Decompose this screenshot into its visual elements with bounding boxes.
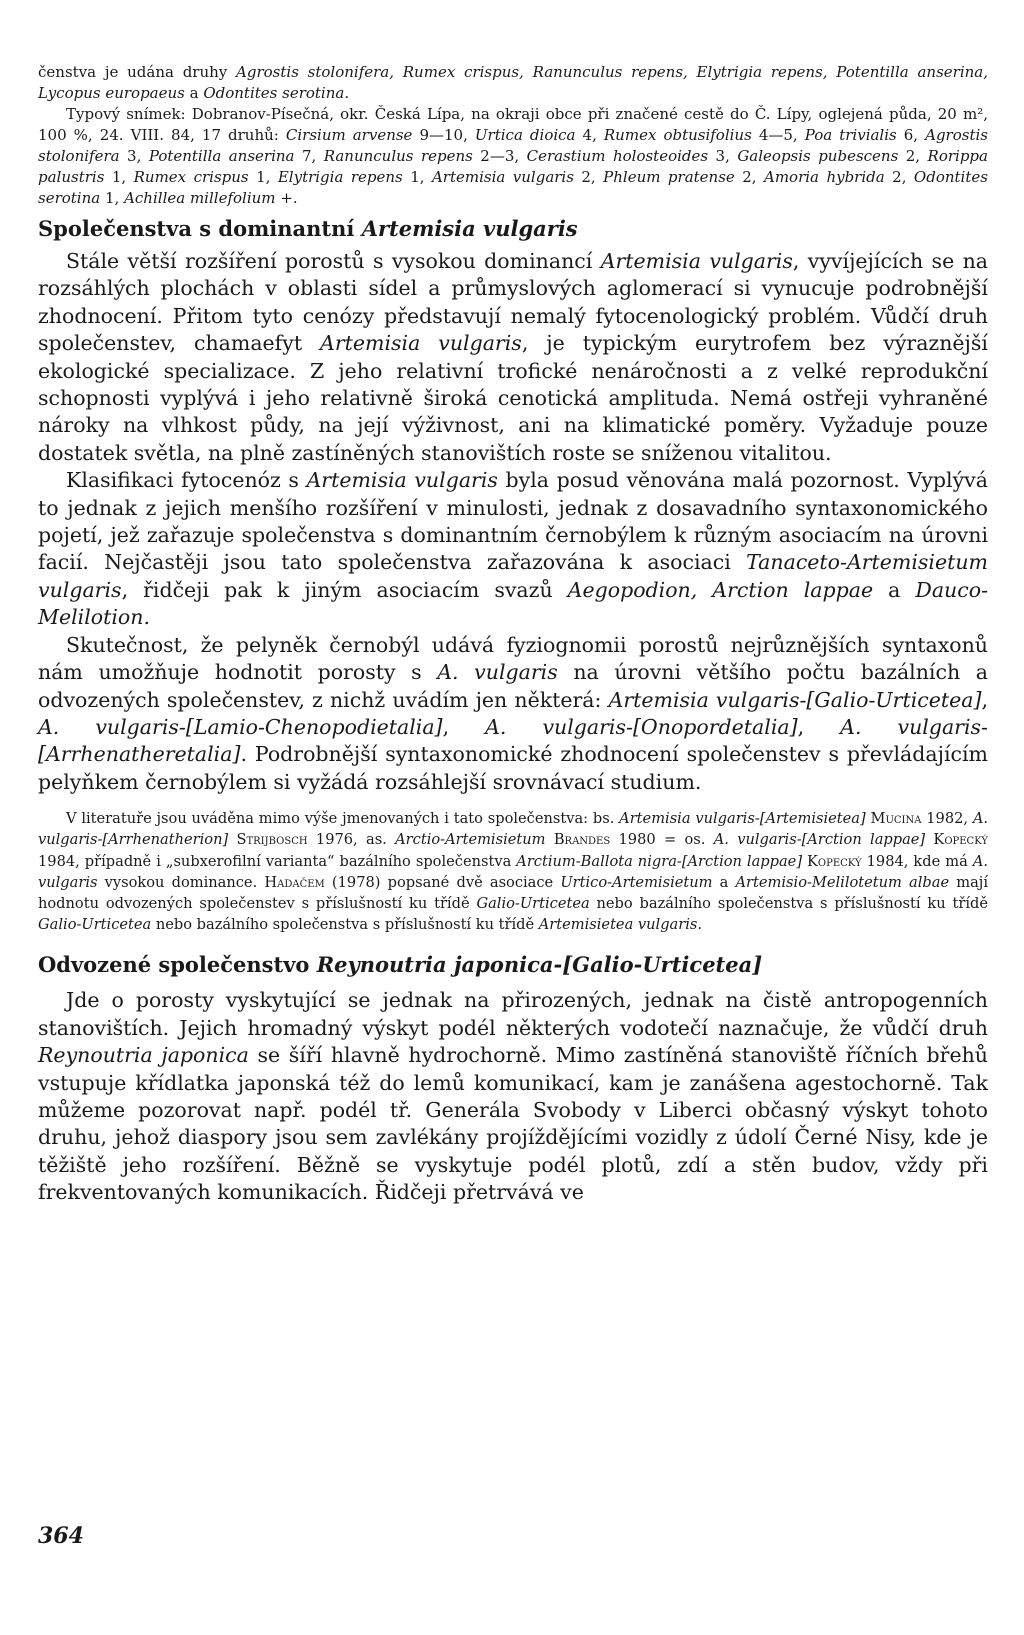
page-content [38, 62, 988, 1207]
intro-paragraph: čenstva je udána druhy Agrostis stolonifera, Rumex crispus, Ranunculus repens, Elytrigia repens, Potentilla anserina, Lycopus europaeus a Odontites serotina. [38, 63, 988, 102]
paragraph-artemisia-intro: Stále větší rozšíření porostů s vysokou dominancí Artemisia vulgaris, vyvíjejících se na rozsáhlých plochách v oblasti sídel a průmyslových aglomerací si vynucuje podrobnější zhodnocení. Přitom tyto cenózy představují nemalý fytocenologický problém. Vůdčí druh společenstev, chamaefyt Artemisia vulgaris, je typickým eurytrofem bez výraznější ekologické specializace. Z jeho relativní trofické nenáročnosti a z velké reprodukční schopnosti vyplývá i jeho relativně široká cenotická amplituda. Nemá ostřeji vyhraněné nároky na vlhkost půdy, na její výživnost, ani na klimatické poměry. Vyžaduje pouze dostatek světla, na plně zastíněných stanovištích roste se sníženou vitalitou. [38, 249, 988, 465]
paragraph-classification: Klasifikaci fytocenóz s Artemisia vulgaris byla posud věnována malá pozornost. Vyplývá to jednak z jejich menšího rozšíření v minulosti, jednak z dosavadního syntaxonomického pojetí, jež zařazuje společenstva s dominantním černobýlem k různým asociacím na úrovni facií. Nejčastěji jsou tato společenstva zařazována k asociaci Tanaceto-Artemisietum vulgaris, řidčeji pak k jiným asociacím svazů Aegopodion, Arction lappae a Dauco-Melilotion. [38, 468, 989, 630]
typical-releve-paragraph: Typový snímek: Dobranov-Písečná, okr. Česká Lípa, na okraji obce při značené cestě do Č. Lípy, oglejená půda, 20 m², 100 %, 24. VIII. 84, 17 druhů: Cirsium arvense 9—10, Urtica dioica 4, Rumex obtusifolius 4—5, Poa trivialis 6, Agrostis stolonifera 3, Potentilla anserina 7, Ranunculus repens 2—3, Cerastium holosteoides 3, Galeopsis pubescens 2, Rorippa palustris 1, Rumex crispus 1, Elytrigia repens 1, Artemisia vulgaris 2, Phleum pratense 2, Amoria hybrida 2, Odontites serotina 1, Achillea millefolium +. [38, 105, 988, 207]
paragraph-syntaxa: Skutečnost, že pelyněk černobýl udává fyziognomii porostů nejrůznějších syntaxonů nám umožňuje hodnotit porosty s A. vulgaris na úrovni většího počtu bazálních a odvozených společenstev, z nichž uvádím jen některá: Artemisia vulgaris-[Galio-Urticetea], A. vulgaris-[Lamio-Chenopodietalia], A. vulgaris-[Onopordetalia], A. vulgaris-[Arrhenatheretalia]. Podrobnější syntaxonomické zhodnocení společenstev s převládajícím pelyňkem černobýlem si vyžádá rozsáhlejší srovnávací studium. [38, 632, 988, 794]
literature-note: V literatuře jsou uváděna mimo výše jmenovaných i tato společenstva: bs. Artemisia vulgaris-[Artemisietea] Mucina 1982, A. vulgaris-[Arrhenatherion] Strijbosch 1976, as. Arctio-Artemisietum Brandes 1980 = os. A. vulgaris-[Arction lappae] Kopecký 1984, případně i „subxerofilní varianta“ bazálního společenstva Arctium-Ballota nigra-[Arction lappae] Kopecký 1984, kde má A. vulgaris vysokou dominance. Hadačem (1978) popsané dvě asociace Urtico-Artemisietum a Artemisio-Melilotetum albae mají hodnotu odvozených společenstev s příslušností ku třídě Galio-Urticetea nebo bazálního společenstva s příslušností ku třídě Galio-Urticetea nebo bazálního společenstva s příslušností ku třídě Artemisietea vulgaris. [38, 810, 989, 934]
paragraph-reynoutria: Jde o porosty vyskytující se jednak na přirozených, jednak na čistě antropogenních stanovištích. Jejich hromadný výskyt podél některých vodotečí naznačuje, že vůdčí druh Reynoutria japonica se šíří hlavně hydrochorně. Mimo zastíněná stanoviště říčních břehů vstupuje křídlatka japonská též do lemů komunikací, kam je zanášena agestochorně. Tak můžeme pozorovat např. podél tř. Generála Svobody v Liberci občasný výskyt tohoto druhu, jehož diaspory jsou sem zavlékány projíždějícími vozidly z údolí Černé Nisy, kde je těžiště jeho rozšíření. Běžně se vyskytuje podél plotů, zdí a stěn budov, vždy při frekventovaných komunikacích. Řidčeji přetrvává ve [38, 988, 989, 1205]
section-heading-artemisia: Společenstva s dominantní Artemisia vulgaris [38, 216, 578, 241]
page-number: 364 [38, 1523, 84, 1549]
section-heading-reynoutria: Odvozené společenstvo Reynoutria japonica-[Galio-Urticetea] [38, 952, 763, 978]
